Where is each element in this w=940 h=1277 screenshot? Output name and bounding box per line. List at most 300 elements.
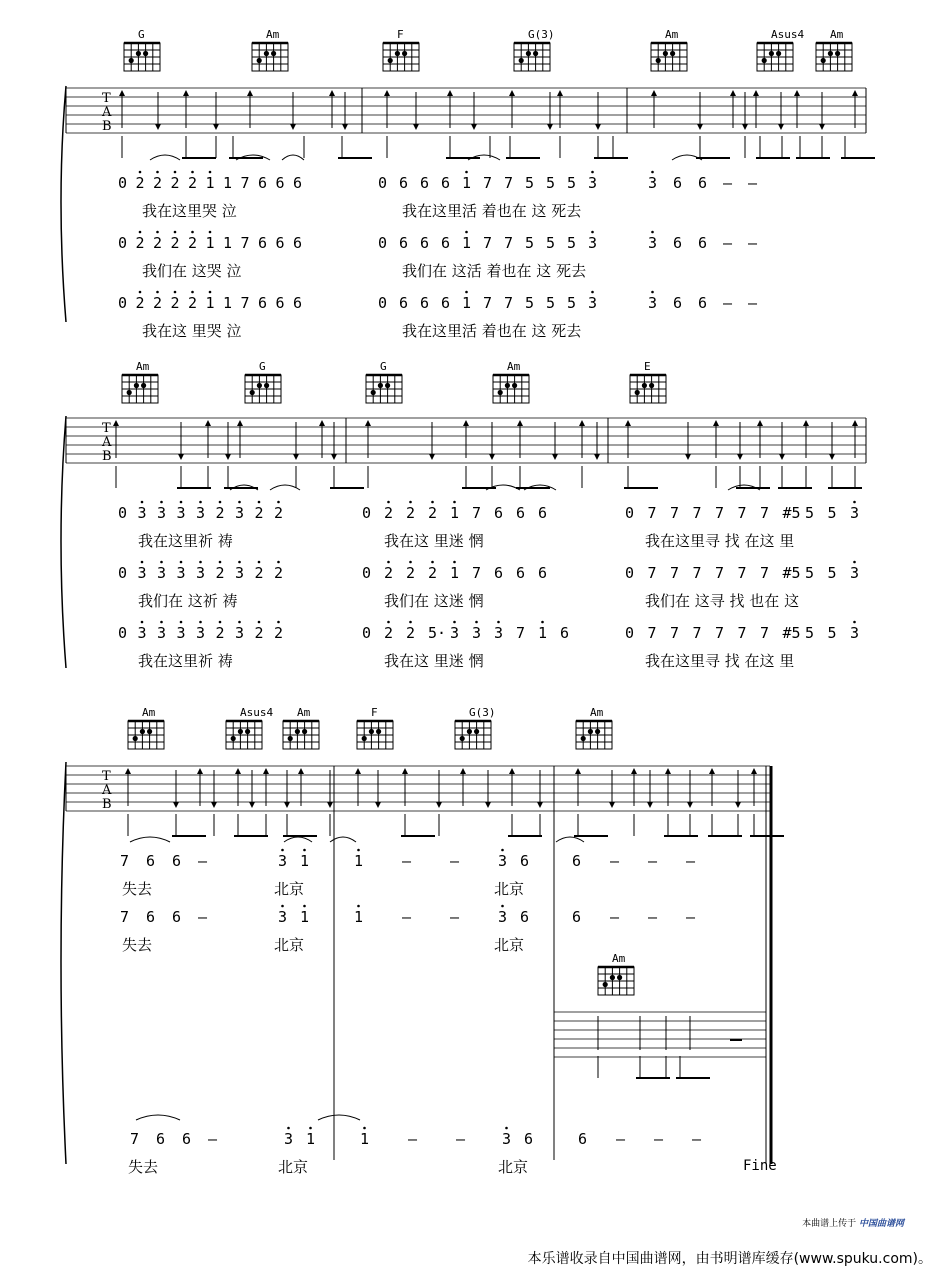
strum-arrowhead bbox=[471, 124, 477, 130]
note-number: 7 bbox=[715, 564, 725, 582]
octave-dot bbox=[141, 621, 144, 624]
strum-arrowhead bbox=[757, 420, 763, 426]
note-number: 3 bbox=[176, 504, 186, 522]
note-number: 3 bbox=[157, 624, 167, 642]
finger-dot bbox=[143, 51, 148, 56]
octave-dot bbox=[591, 291, 594, 294]
tab-letter: B bbox=[102, 797, 112, 812]
numbered-notation bbox=[572, 852, 696, 870]
note-number: 7 bbox=[120, 908, 130, 926]
lyric-line: 失去 bbox=[122, 880, 153, 898]
note-number: 3 bbox=[137, 564, 147, 582]
note-number: – bbox=[402, 852, 412, 870]
strum-arrowhead bbox=[249, 802, 255, 808]
strum-arrowhead bbox=[509, 90, 515, 96]
chord-diagram bbox=[245, 360, 281, 403]
note-number: – bbox=[402, 908, 412, 926]
finger-dot bbox=[828, 51, 833, 56]
strum-arrowhead bbox=[485, 802, 491, 808]
note-number: – bbox=[648, 852, 658, 870]
note-number: 3 bbox=[850, 504, 860, 522]
strum-arrowhead bbox=[429, 454, 435, 460]
upload-credit bbox=[802, 1216, 904, 1229]
note-number: 3 bbox=[137, 504, 147, 522]
chord-diagram bbox=[366, 360, 402, 403]
finger-dot bbox=[264, 383, 269, 388]
note-number: 5 bbox=[546, 174, 556, 192]
note-number: 1 bbox=[354, 852, 364, 870]
note-number: 1 bbox=[223, 174, 233, 192]
note-number: 1 bbox=[306, 1130, 316, 1148]
slur bbox=[486, 485, 520, 490]
finger-dot bbox=[140, 729, 145, 734]
chord-diagram bbox=[252, 28, 288, 71]
chord-diagram bbox=[122, 360, 158, 403]
strum-arrowhead bbox=[365, 420, 371, 426]
chord-diagram bbox=[128, 706, 164, 749]
octave-dot bbox=[387, 561, 390, 564]
octave-dot bbox=[156, 291, 159, 294]
note-number: 2 bbox=[274, 624, 284, 642]
note-number: 3 bbox=[648, 174, 658, 192]
slur bbox=[136, 1115, 180, 1120]
note-number: 6 bbox=[578, 1130, 588, 1148]
note-number: 2 bbox=[254, 504, 264, 522]
strum-arrowhead bbox=[436, 802, 442, 808]
finger-dot bbox=[505, 383, 510, 388]
note-number: – bbox=[456, 1130, 466, 1148]
chord-name: Am bbox=[665, 28, 679, 41]
note-number: 6 bbox=[441, 234, 451, 252]
octave-dot bbox=[853, 501, 856, 504]
note-number: 2 bbox=[188, 294, 198, 312]
note-number: 7 bbox=[760, 624, 770, 642]
note-number: 6 bbox=[698, 174, 708, 192]
finger-dot bbox=[402, 51, 407, 56]
note-number: 3 bbox=[472, 624, 482, 642]
strum-arrowhead bbox=[631, 768, 637, 774]
strum-arrowhead bbox=[155, 124, 161, 130]
note-number: 6 bbox=[293, 234, 303, 252]
note-number: 1 bbox=[205, 234, 215, 252]
finger-dot bbox=[133, 736, 138, 741]
system-brace bbox=[61, 762, 66, 1164]
tab-letter: T bbox=[102, 91, 111, 106]
strum-arrowhead bbox=[647, 802, 653, 808]
finger-dot bbox=[129, 58, 134, 63]
note-number: 0 bbox=[625, 564, 635, 582]
note-number: – bbox=[654, 1130, 664, 1148]
note-number: 6 bbox=[572, 908, 582, 926]
chord-name: G bbox=[259, 360, 266, 373]
note-number: – bbox=[692, 1130, 702, 1148]
octave-dot bbox=[209, 291, 212, 294]
note-number: 6 bbox=[146, 908, 156, 926]
note-number: 0 bbox=[118, 294, 128, 312]
note-number: 6 bbox=[258, 234, 268, 252]
strum-arrowhead bbox=[579, 420, 585, 426]
slur bbox=[282, 155, 304, 160]
chord-diagram bbox=[816, 28, 852, 71]
lyric-line: 我在这 里迷 惘 bbox=[384, 652, 484, 670]
chord-diagram bbox=[455, 706, 496, 749]
note-number: 0 bbox=[118, 174, 128, 192]
note-number: 6 bbox=[293, 294, 303, 312]
strum-arrowhead bbox=[753, 90, 759, 96]
octave-dot bbox=[501, 849, 504, 852]
numbered-notation bbox=[362, 501, 547, 522]
note-number: – bbox=[610, 908, 620, 926]
note-number: 7 bbox=[692, 504, 702, 522]
strum-arrowhead bbox=[625, 420, 631, 426]
note-number: 7 bbox=[670, 564, 680, 582]
numbered-notation bbox=[625, 501, 859, 522]
octave-dot bbox=[199, 621, 202, 624]
octave-dot bbox=[141, 501, 144, 504]
upload-site: 中国曲谱网 bbox=[858, 1219, 904, 1229]
note-number: – bbox=[748, 294, 758, 312]
strum-arrowhead bbox=[829, 454, 835, 460]
note-number: 0 bbox=[378, 294, 388, 312]
octave-dot bbox=[238, 621, 241, 624]
note-number: 2 bbox=[215, 624, 225, 642]
note-number: 5 bbox=[827, 624, 837, 642]
octave-dot bbox=[281, 905, 284, 908]
numbered-notation bbox=[118, 501, 283, 522]
strum-arrowhead bbox=[665, 768, 671, 774]
note-number: 3 bbox=[278, 852, 288, 870]
note-number: 0 bbox=[625, 504, 635, 522]
note-number: 3 bbox=[648, 234, 658, 252]
rhythm-stems bbox=[598, 1056, 710, 1078]
finger-dot bbox=[467, 729, 472, 734]
note-number: 6 bbox=[399, 234, 409, 252]
lyric-line: 我们在 这活 着也在 这 死去 bbox=[402, 262, 587, 280]
note-number: 6 bbox=[441, 174, 451, 192]
numbered-notation bbox=[120, 852, 208, 870]
lyric-line: 我们在 这寻 找 也在 这 bbox=[645, 592, 800, 610]
strum-arrowhead bbox=[751, 768, 757, 774]
octave-dot bbox=[363, 1127, 366, 1130]
finger-dot bbox=[378, 383, 383, 388]
note-number: 6 bbox=[172, 852, 182, 870]
note-number: 6 bbox=[172, 908, 182, 926]
strum-arrowhead bbox=[651, 90, 657, 96]
numbered-notation bbox=[578, 1130, 702, 1148]
chord-name: Asus4 bbox=[240, 706, 274, 719]
note-number: 0 bbox=[362, 624, 372, 642]
note-number: 3 bbox=[498, 908, 508, 926]
finger-dot bbox=[610, 975, 615, 980]
finger-dot bbox=[533, 51, 538, 56]
finger-dot bbox=[136, 51, 141, 56]
chord-diagram bbox=[383, 28, 419, 71]
note-number: 0 bbox=[378, 174, 388, 192]
strum-arrowhead bbox=[697, 124, 703, 130]
finger-dot bbox=[762, 58, 767, 63]
numbered-notation bbox=[354, 905, 460, 926]
finger-dot bbox=[147, 729, 152, 734]
note-number: – bbox=[748, 174, 758, 192]
octave-dot bbox=[541, 621, 544, 624]
note-number: 1 bbox=[538, 624, 548, 642]
note-number: 6 bbox=[420, 174, 430, 192]
strum-arrowhead bbox=[284, 802, 290, 808]
octave-dot bbox=[160, 621, 163, 624]
strum-arrowhead bbox=[537, 802, 543, 808]
note-number: 0 bbox=[625, 624, 635, 642]
note-number: – bbox=[450, 908, 460, 926]
chord-name: G(3) bbox=[528, 28, 555, 41]
note-number: 5· bbox=[428, 624, 447, 642]
octave-dot bbox=[174, 231, 177, 234]
octave-dot bbox=[853, 561, 856, 564]
note-number: 5 bbox=[525, 294, 535, 312]
octave-dot bbox=[219, 561, 222, 564]
note-number: 7 bbox=[737, 504, 747, 522]
numbered-notation bbox=[378, 291, 597, 312]
note-number: – bbox=[610, 852, 620, 870]
numbered-notation bbox=[572, 908, 696, 926]
note-number: – bbox=[198, 908, 208, 926]
chord-diagram bbox=[514, 28, 555, 71]
finger-dot bbox=[238, 729, 243, 734]
tab-letter: T bbox=[102, 769, 111, 784]
note-number: 3 bbox=[278, 908, 288, 926]
slur bbox=[672, 155, 702, 160]
octave-dot bbox=[139, 171, 142, 174]
slur bbox=[130, 837, 170, 842]
note-number: 3 bbox=[588, 294, 598, 312]
finger-dot bbox=[821, 58, 826, 63]
note-number: 3 bbox=[176, 624, 186, 642]
fine-marker: Fine bbox=[743, 1158, 777, 1174]
finger-dot bbox=[257, 58, 262, 63]
strum-arrowhead bbox=[794, 90, 800, 96]
note-number: 0 bbox=[362, 504, 372, 522]
note-number: 6 bbox=[520, 852, 530, 870]
strum-arrowhead bbox=[737, 454, 743, 460]
strum-arrowhead bbox=[205, 420, 211, 426]
note-number: 1 bbox=[462, 294, 472, 312]
note-number: 7 bbox=[760, 564, 770, 582]
strum-arrowhead bbox=[342, 124, 348, 130]
strum-arrowhead bbox=[402, 768, 408, 774]
system-brace bbox=[61, 86, 66, 322]
note-number: 0 bbox=[378, 234, 388, 252]
finger-dot bbox=[776, 51, 781, 56]
note-number: 7 bbox=[504, 234, 514, 252]
octave-dot bbox=[180, 561, 183, 564]
octave-dot bbox=[309, 1127, 312, 1130]
strum-arrowhead bbox=[609, 802, 615, 808]
strum-arrowhead bbox=[730, 90, 736, 96]
chord-diagram bbox=[630, 360, 666, 403]
note-number: 0 bbox=[118, 564, 128, 582]
octave-dot bbox=[409, 561, 412, 564]
numbered-notation bbox=[278, 905, 309, 926]
note-number: 7 bbox=[516, 624, 526, 642]
tab-letter: T bbox=[102, 421, 111, 436]
note-number: 7 bbox=[483, 234, 493, 252]
numbered-notation bbox=[360, 1127, 466, 1148]
strum-arrowhead bbox=[575, 768, 581, 774]
strum-arrowhead bbox=[779, 454, 785, 460]
finger-dot bbox=[642, 383, 647, 388]
note-number: 6 bbox=[156, 1130, 166, 1148]
chord-diagram bbox=[357, 706, 393, 749]
note-number: 7 bbox=[483, 294, 493, 312]
strum-arrowhead bbox=[552, 454, 558, 460]
ending-tab-staff bbox=[554, 1012, 766, 1057]
octave-dot bbox=[258, 621, 261, 624]
chord-name: Am bbox=[297, 706, 311, 719]
strum-arrowhead bbox=[178, 454, 184, 460]
note-number: 6 bbox=[275, 174, 285, 192]
lyric-line: 北京 bbox=[274, 880, 305, 898]
note-number: 3 bbox=[157, 504, 167, 522]
note-number: 2 bbox=[170, 234, 180, 252]
lyric-line: 我在这里祈 祷 bbox=[138, 532, 233, 550]
chord-name: G bbox=[138, 28, 145, 41]
note-number: 5 bbox=[805, 564, 815, 582]
chord-name: Am bbox=[136, 360, 150, 373]
note-number: 6 bbox=[146, 852, 156, 870]
note-number: 2 bbox=[188, 234, 198, 252]
finger-dot bbox=[302, 729, 307, 734]
strum-arrowhead bbox=[778, 124, 784, 130]
finger-dot bbox=[474, 729, 479, 734]
octave-dot bbox=[387, 501, 390, 504]
octave-dot bbox=[303, 905, 306, 908]
lyric-line: 失去 bbox=[128, 1158, 159, 1176]
lyric-line: 我在这里寻 找 在这 里 bbox=[645, 652, 795, 670]
note-number: 2 bbox=[406, 624, 416, 642]
note-number: 3 bbox=[588, 174, 598, 192]
note-number: 6 bbox=[258, 174, 268, 192]
note-number: 1 bbox=[223, 234, 233, 252]
finger-dot bbox=[385, 383, 390, 388]
strum-arrowhead bbox=[375, 802, 381, 808]
note-number: 3 bbox=[196, 564, 206, 582]
note-number: 7 bbox=[472, 564, 482, 582]
note-number: 0 bbox=[118, 504, 128, 522]
note-number: 2 bbox=[274, 504, 284, 522]
note-number: 6 bbox=[560, 624, 570, 642]
octave-dot bbox=[219, 501, 222, 504]
note-number: 7 bbox=[483, 174, 493, 192]
finger-dot bbox=[264, 51, 269, 56]
note-number: 2 bbox=[254, 564, 264, 582]
strum-arrowhead bbox=[517, 420, 523, 426]
note-number: 5 bbox=[525, 234, 535, 252]
note-number: #5 bbox=[782, 624, 801, 642]
note-number: – bbox=[686, 852, 696, 870]
chord-diagram bbox=[124, 28, 160, 71]
slur bbox=[556, 837, 584, 842]
strum-arrowhead bbox=[852, 90, 858, 96]
numbered-notation bbox=[648, 171, 758, 192]
chord-diagram bbox=[651, 28, 687, 71]
note-number: 7 bbox=[240, 174, 250, 192]
note-number: – bbox=[408, 1130, 418, 1148]
note-number: 6 bbox=[275, 234, 285, 252]
strum-arrowhead bbox=[557, 90, 563, 96]
note-number: 1 bbox=[205, 174, 215, 192]
strum-arrowhead bbox=[460, 768, 466, 774]
note-number: – bbox=[723, 234, 733, 252]
octave-dot bbox=[453, 561, 456, 564]
octave-dot bbox=[303, 849, 306, 852]
note-number: 6 bbox=[698, 294, 708, 312]
note-number: 0 bbox=[118, 624, 128, 642]
numbered-notation bbox=[498, 905, 529, 926]
strum-arrowhead bbox=[594, 454, 600, 460]
strum-arrowhead bbox=[819, 124, 825, 130]
strum-arrowhead bbox=[547, 124, 553, 130]
note-number: 2 bbox=[188, 174, 198, 192]
note-number: – bbox=[616, 1130, 626, 1148]
note-number: 2 bbox=[135, 234, 145, 252]
octave-dot bbox=[853, 621, 856, 624]
numbered-notation bbox=[378, 231, 597, 252]
note-number: 6 bbox=[420, 294, 430, 312]
note-number: 2 bbox=[428, 504, 438, 522]
note-number: 7 bbox=[670, 504, 680, 522]
chord-name: G bbox=[380, 360, 387, 373]
system-brace bbox=[61, 416, 66, 668]
note-number: 7 bbox=[692, 564, 702, 582]
note-number: 3 bbox=[648, 294, 658, 312]
octave-dot bbox=[238, 561, 241, 564]
note-number: 6 bbox=[420, 234, 430, 252]
octave-dot bbox=[209, 231, 212, 234]
numbered-notation bbox=[284, 1127, 315, 1148]
note-number: 2 bbox=[384, 504, 394, 522]
finger-dot bbox=[649, 383, 654, 388]
tab-letter: A bbox=[102, 435, 112, 450]
lyric-line: 北京 bbox=[494, 936, 525, 954]
note-number: 2 bbox=[428, 564, 438, 582]
note-number: 1 bbox=[354, 908, 364, 926]
strum-arrowhead bbox=[235, 768, 241, 774]
strum-arrowhead bbox=[290, 124, 296, 130]
strum-arrowhead bbox=[237, 420, 243, 426]
note-number: 5 bbox=[546, 294, 556, 312]
finger-dot bbox=[271, 51, 276, 56]
note-number: – bbox=[208, 1130, 218, 1148]
slur bbox=[468, 155, 500, 160]
note-number: 7 bbox=[504, 174, 514, 192]
strum-arrowhead bbox=[319, 420, 325, 426]
note-number: 6 bbox=[673, 294, 683, 312]
octave-dot bbox=[465, 231, 468, 234]
numbered-notation bbox=[378, 171, 597, 192]
numbered-notation bbox=[130, 1130, 218, 1148]
strum-arrowhead bbox=[685, 454, 691, 460]
numbered-notation bbox=[362, 621, 569, 642]
note-number: 7 bbox=[240, 294, 250, 312]
strum-arrowhead bbox=[735, 802, 741, 808]
note-number: 5 bbox=[827, 564, 837, 582]
note-number: 6 bbox=[572, 852, 582, 870]
octave-dot bbox=[651, 291, 654, 294]
chord-diagram bbox=[226, 706, 273, 749]
strum-arrowhead bbox=[225, 454, 231, 460]
strum-arrowhead bbox=[183, 90, 189, 96]
note-number: 6 bbox=[399, 174, 409, 192]
strum-arrowhead bbox=[293, 454, 299, 460]
